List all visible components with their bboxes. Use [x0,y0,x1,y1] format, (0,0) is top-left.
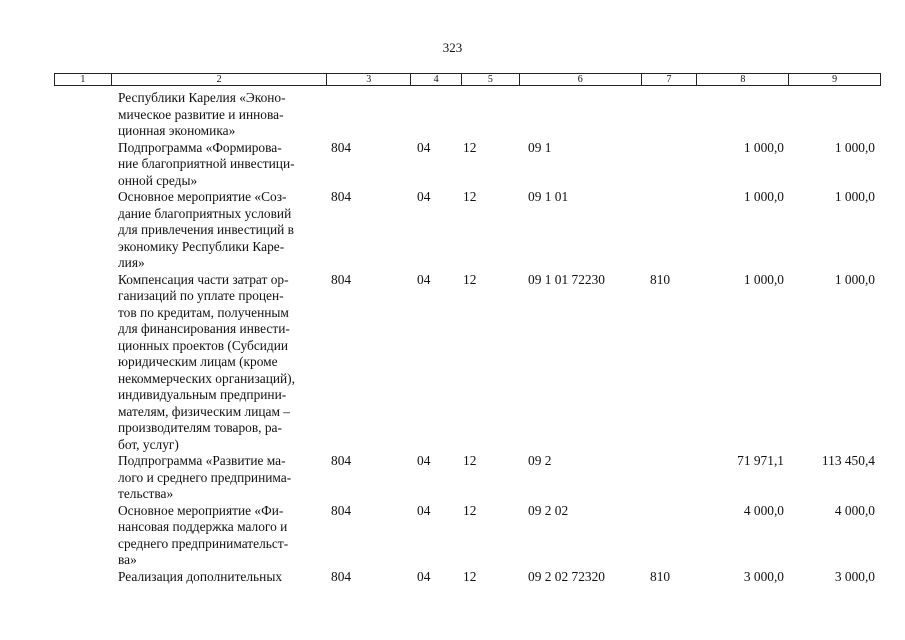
row-col-8: 71 971,1 [737,453,784,468]
row-name: Подпрограмма «Развитие ма- лого и среднего предпринима- тельства» [118,453,292,501]
table-row [0,140,905,190]
row-col-9: 4 000,0 [834,502,875,518]
row-col-8: 4 000,0 [743,502,784,518]
row-name: Реализация дополнительных [118,568,283,584]
header-col-9: 9 [832,74,838,85]
row-col-5: 12 [463,271,477,287]
row-col-5: 12 [463,568,477,584]
row-col-4: 04 [417,139,431,155]
row-col-3: 804 [331,568,352,584]
row-col-8: 1 000,0 [743,189,784,204]
row-col-5: 12 [463,139,477,155]
row-col-5: 12 [463,453,477,468]
row-col-9: 1 000,0 [834,189,875,204]
row-col-3: 804 [331,453,352,468]
row-col-7: 810 [650,568,671,584]
row-col-4: 04 [417,271,431,287]
table-row [0,569,905,586]
table-header [54,73,881,86]
row-col-8: 3 000,0 [743,568,784,584]
header-col-5: 5 [462,74,520,85]
row-name: Основное мероприятие «Соз- дание благоприятных условий для привлечения инвестиций в экономику Республики Каре- лия» [118,189,294,270]
row-col-4: 04 [417,568,431,584]
row-col-6: 09 1 [528,139,552,155]
header-col-8: 8 [697,74,789,85]
row-col-6: 09 2 02 [528,502,569,518]
row-col-6: 09 2 02 72320 [528,568,605,584]
page-number: 323 [442,40,463,55]
row-col-4: 04 [417,502,431,518]
table-row [0,189,905,272]
row-col-3: 804 [331,502,352,518]
header-col-1: 1 [55,74,112,85]
row-name: Компенсация части затрат ор- ганизаций по уплате процен- тов по кредитам, полученным для финансирования инвести- ционных проектов (Субсидии юридическим лицам (кроме некоммерческих организаций), индивидуальным предприни- мателям, физическим лицам – производителям товаров, ра- бот, услуг) [118,271,295,452]
row-col-3: 804 [331,139,352,155]
header-col-4: 4 [411,74,462,85]
row-col-8: 1 000,0 [743,139,784,155]
row-col-4: 04 [417,189,431,204]
header-col-6: 6 [520,74,642,85]
row-col-9: 113 450,4 [821,453,875,468]
table-body [0,90,905,585]
table-row [0,90,905,140]
row-col-6: 09 1 01 72230 [528,271,605,287]
row-name: Основное мероприятие «Фи- нансовая поддержка малого и среднего предпринимательст- ва» [118,502,289,567]
row-col-9: 1 000,0 [834,271,875,287]
table-row [0,272,905,454]
header-col-2: 2 [112,74,327,85]
row-col-9: 3 000,0 [834,568,875,584]
header-col-7: 7 [642,74,698,85]
table-row [0,453,905,503]
row-col-7: 810 [650,271,671,287]
table-row [0,503,905,569]
row-name: Подпрограмма «Формирова- ние благоприятной инвестици- онной среды» [118,139,295,188]
row-col-6: 09 1 01 [528,189,569,204]
header-col-3: 3 [327,74,411,85]
row-col-9: 1 000,0 [834,139,875,155]
row-col-6: 09 2 [528,453,552,468]
row-name: Республики Карелия «Эконо- мическое развитие и иннова- ционная экономика» [118,90,286,138]
row-col-5: 12 [463,502,477,518]
row-col-3: 804 [331,271,352,287]
row-col-5: 12 [463,189,477,204]
row-col-8: 1 000,0 [743,271,784,287]
row-col-3: 804 [331,189,352,204]
row-col-4: 04 [417,453,431,468]
